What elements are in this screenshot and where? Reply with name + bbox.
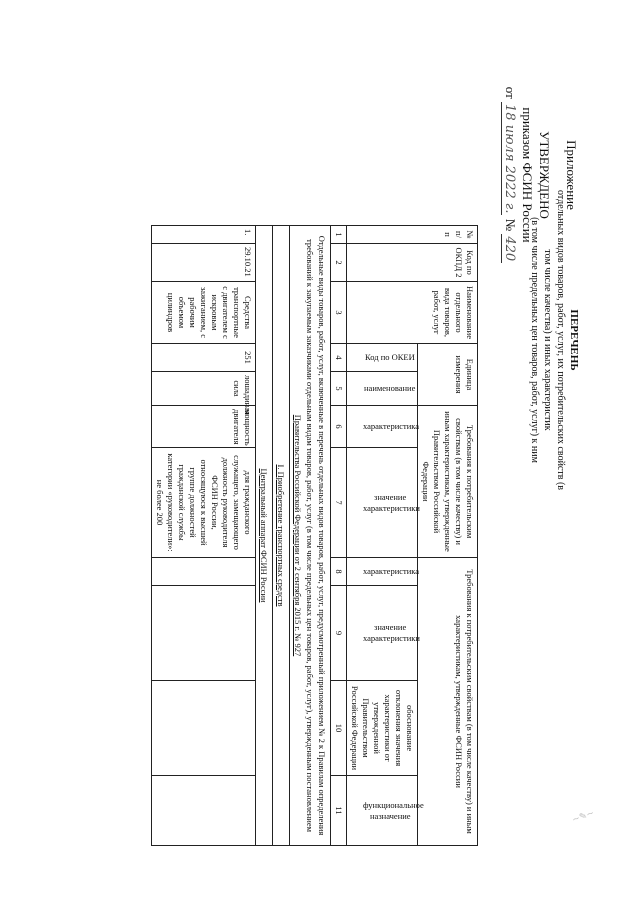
col-number: 9 [331, 586, 347, 681]
section-intro-text: Отдельные виды товаров, работ, услуг, включенные в перечень отдельных видов товаров, работ, услуг, предусмотренный приложением № 2 к Правилам определения требований к закупаемым заказчиками отдельным видам товаров, работ, услуг (в том числе предельных цен товаров, работ, услуг), утвержденным постановлением [305, 235, 327, 836]
header-okpd: Код по ОКПД 2 [347, 244, 478, 282]
row-num: 1. [152, 226, 256, 244]
approved-label: УТВЕРЖДЕНО [537, 131, 552, 219]
col-number: 5 [331, 372, 347, 406]
document-subtitle-2: (в том числе предельных цен товаров, работ, услуг) к ним [529, 217, 540, 463]
subsection-heading-row [256, 226, 273, 846]
header-gov-char: характеристика [363, 421, 420, 432]
section-intro-row [290, 226, 331, 846]
handwritten-number: 420 [502, 236, 517, 262]
header-gov-char-cell [347, 406, 418, 448]
header-unit-code-cell [347, 344, 418, 372]
document-title: ПЕРЕЧЕНЬ [568, 309, 580, 371]
row-fsin-reason [152, 681, 256, 776]
col-number: 4 [331, 344, 347, 372]
row-fsin-char [152, 558, 256, 586]
order-label: приказом ФСИН России [520, 107, 535, 243]
faint-signature-mark: ~✎~ [570, 808, 596, 826]
row-code: 251 [152, 344, 256, 372]
row-unit: лошадиная сила [152, 372, 256, 406]
handwritten-date: 18 июля 2022 г. [502, 104, 517, 214]
header-unit-group: Единица измерения [418, 344, 478, 406]
row-name: Средства транспортные с двигателем с искровым зажиганием, с рабочим объемом цилиндров [152, 282, 256, 344]
appendix-label: Приложение [564, 140, 579, 210]
row-value: для гражданского служащего, замещающего должность руководителя ФСИН России, относящуюся к высшей группе должностей гражданской службы категории «руководители»: не более 200 [152, 448, 256, 558]
header-fsin-char: характеристика [363, 566, 420, 577]
subsection-heading: Центральный аппарат ФСИН России [256, 226, 273, 846]
row-char: мощность двигателя [152, 406, 256, 448]
col-number: 11 [331, 776, 347, 846]
column-number-row [331, 226, 347, 846]
col-number: 3 [331, 282, 347, 344]
header-gov-value: значение характеристики [363, 491, 420, 513]
col-number: 10 [331, 681, 347, 776]
header-fsin-reason: обоснование отклонения значения характеристики от утвержденной Правительством Российской Федерации [347, 681, 418, 776]
section-heading: I. Приобретение транспортных средств [273, 226, 290, 846]
row-fsin-value [152, 586, 256, 681]
header-unit-name-cell [347, 372, 418, 406]
row-okpd: 29.10.21 [152, 244, 256, 282]
document-subtitle-1: отдельных видов товаров, работ, услуг, их потребительских свойств (в том числе качества) и иных характеристик [542, 190, 566, 491]
section-intro-cell [290, 226, 331, 846]
table-row [152, 226, 256, 846]
col-number: 1 [331, 226, 347, 244]
section-intro-decree: Правительства Российской Федерации от 2 сентября 2015 г. № 927 [293, 414, 303, 657]
date-prefix: от [503, 86, 518, 99]
header-num: № п/п [347, 226, 478, 244]
rotated-landscape-content [10, 20, 620, 890]
header-fsin-value-cell [347, 586, 418, 681]
header-unit-code: Код по ОКЕИ [365, 352, 415, 362]
document-title-block [528, 190, 580, 490]
header-fsin-char-cell [347, 558, 418, 586]
col-number: 8 [331, 558, 347, 586]
col-number: 7 [331, 448, 347, 558]
header-gov-group: Требования к потребительским свойствам (в том числе качеству) и иным характеристикам, утвержденные Правительством Российской Федерации [418, 406, 478, 558]
requirements-table [151, 225, 478, 846]
header-gov-value-cell [347, 448, 418, 558]
section-heading-row [273, 226, 290, 846]
header-fsin-value: значение характеристики [363, 622, 420, 644]
header-fsin-purpose-cell [347, 776, 424, 846]
number-prefix: № [503, 218, 518, 232]
header-unit-name: наименование [364, 383, 416, 393]
header-fsin-group: Требования к потребительским свойствам (в том числе качеству) и иным характеристикам, утвержденные ФСИН России [418, 558, 478, 846]
col-number: 6 [331, 406, 347, 448]
row-fsin-purpose [152, 776, 256, 846]
header-row-1 [418, 226, 478, 846]
header-fsin-purpose: функциональное назначение [363, 799, 424, 821]
col-number: 2 [331, 244, 347, 282]
approval-date-line [501, 70, 519, 280]
header-name: Наименование отдельного вида товаров, работ, услуг [347, 282, 478, 344]
